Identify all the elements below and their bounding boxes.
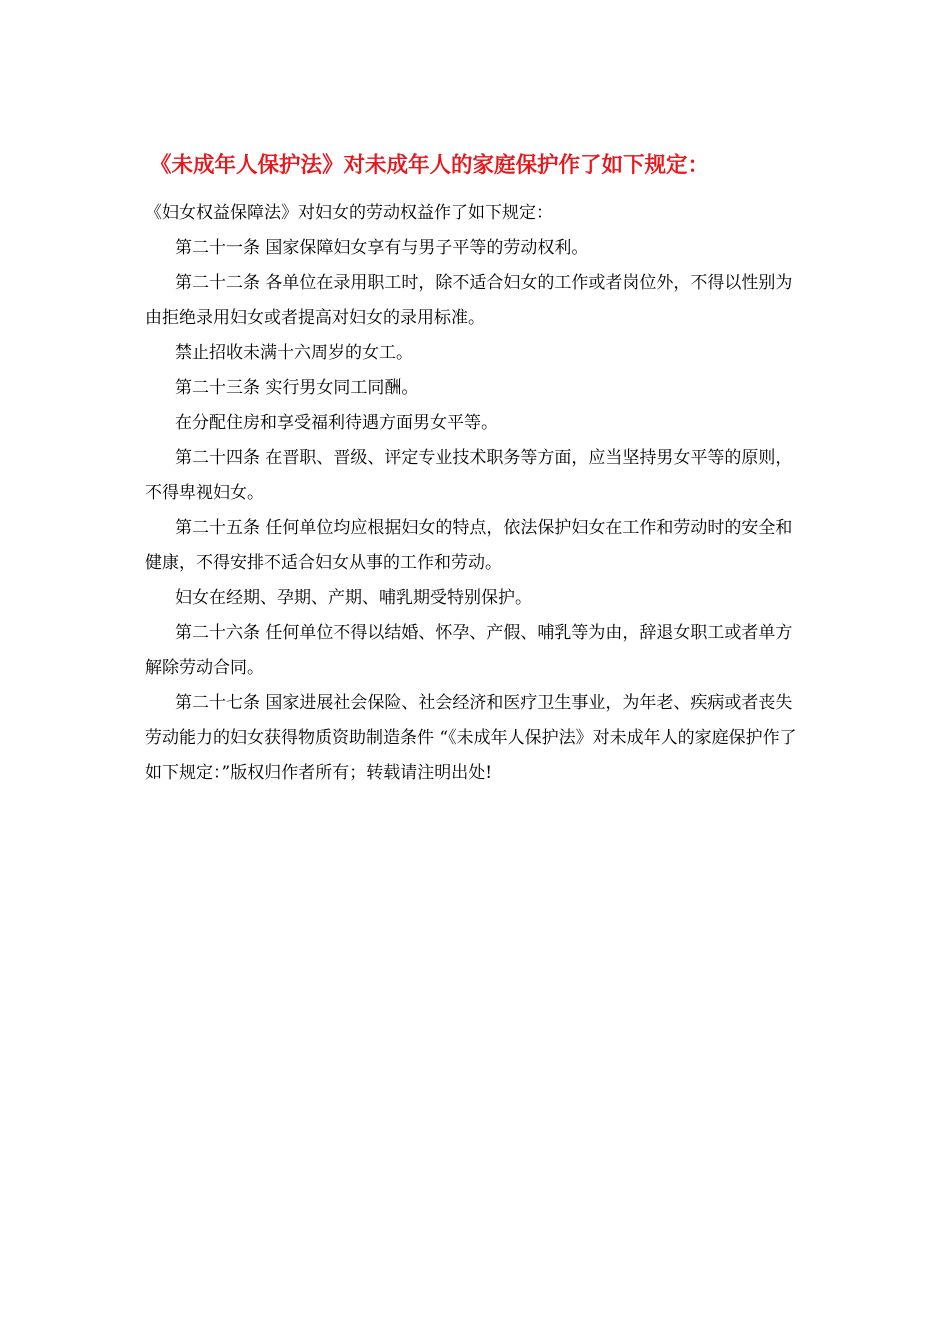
- paragraph: 妇女在经期、孕期、产期、哺乳期受特别保护。: [175, 588, 532, 608]
- paragraph: 第二十三条 实行男女同工同酬。: [175, 378, 419, 398]
- paragraph: 在分配住房和享受福利待遇方面男女平等。: [175, 413, 498, 433]
- paragraph: 第二十六条 任何单位不得以结婚、怀孕、产假、哺乳等为由，辞退女职工或者单方解除劳动合同。: [145, 623, 793, 678]
- paragraph: 第二十一条 国家保障妇女享有与男子平等的劳动权利。: [175, 238, 589, 258]
- paragraph: 第二十四条 在晋职、晋级、评定专业技术职务等方面，应当坚持男女平等的原则，不得卑视妇女。: [145, 448, 793, 503]
- paragraph: 第二十二条 各单位在录用职工时，除不适合妇女的工作或者岗位外，不得以性别为由拒绝录用妇女或者提高对妇女的录用标准。: [145, 273, 793, 328]
- document-title: 《未成年人保护法》对未成年人的家庭保护作了如下规定：: [150, 153, 710, 178]
- paragraph: 《妇女权益保障法》对妇女的劳动权益作了如下规定：: [145, 203, 553, 223]
- paragraph: 第二十七条 国家进展社会保险、社会经济和医疗卫生事业，为年老、疾病或者丧失劳动能力的妇女获得物质资助制造条件 “《未成年人保护法》对未成年人的家庭保护作了如下规定：”版权归作者所有；转载请注明出处!: [145, 693, 797, 783]
- paragraph: 第二十五条 任何单位均应根据妇女的特点，依法保护妇女在工作和劳动时的安全和健康，不得安排不适合妇女从事的工作和劳动。: [145, 518, 793, 573]
- paragraph: 禁止招收未满十六周岁的女工。: [175, 343, 413, 363]
- document-body: [145, 196, 805, 791]
